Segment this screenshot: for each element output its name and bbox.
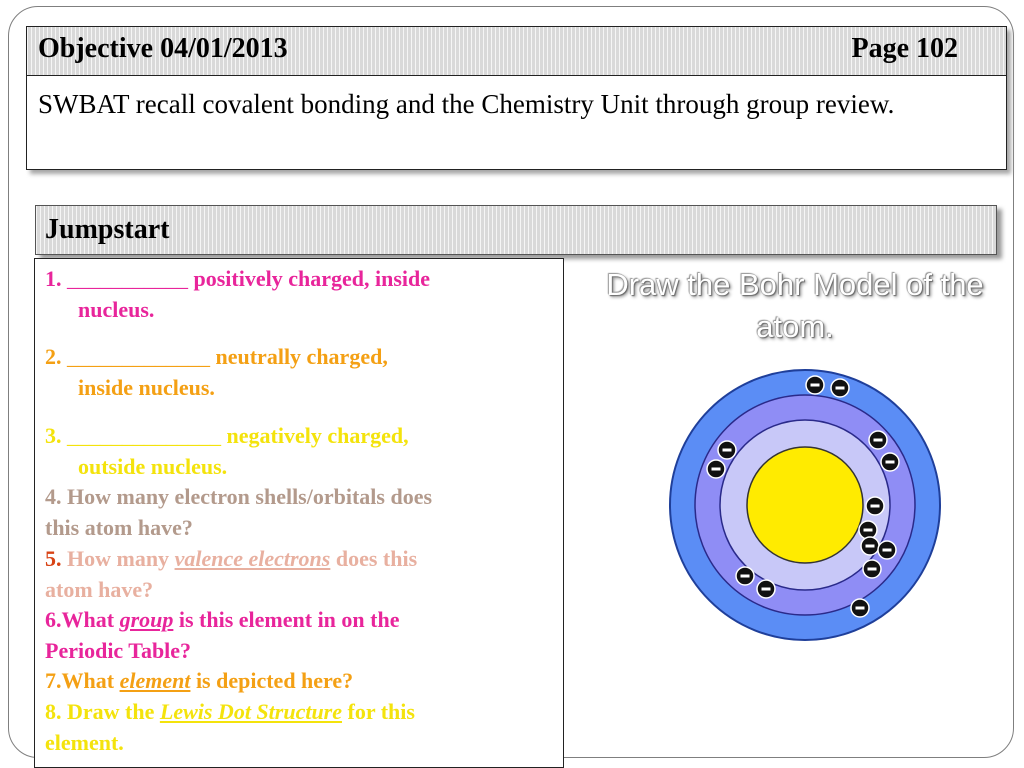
question-text-cont: this atom have? — [45, 515, 193, 540]
objective-text: SWBAT recall covalent bonding and the Chemistry Unit through group review. — [26, 76, 1007, 170]
question-1 — [45, 263, 557, 325]
objective-title: Objective 04/01/2013 — [38, 33, 288, 64]
page-number: Page 102 — [851, 33, 958, 64]
question-text-cont: inside nucleus. — [78, 375, 215, 400]
answer-blank: ___________ — [67, 266, 188, 291]
question-8 — [45, 696, 557, 758]
question-text: What — [61, 607, 115, 632]
emphasis-term: Lewis Dot Structure — [159, 699, 343, 724]
question-text: does this — [335, 546, 418, 571]
question-text: How many electron shells/orbitals does — [67, 484, 433, 509]
question-number: 8. — [45, 699, 62, 724]
electron-icon — [831, 379, 849, 397]
electron-icon — [859, 521, 877, 539]
electron-icon — [806, 376, 824, 394]
question-7 — [45, 665, 557, 696]
jumpstart-title: Jumpstart — [45, 214, 170, 245]
electron-icon — [851, 599, 869, 617]
question-list — [34, 258, 564, 768]
nucleus — [747, 447, 863, 563]
electron-icon — [863, 560, 881, 578]
question-text: neutrally charged, — [215, 344, 388, 369]
answer-blank: ______________ — [67, 423, 221, 448]
electron-icon — [718, 441, 736, 459]
electron-icon — [707, 460, 725, 478]
question-text-cont: Periodic Table? — [45, 638, 192, 663]
question-number: 5. — [45, 546, 62, 571]
emphasis-term: valence electrons — [174, 546, 331, 571]
question-number: 3. — [45, 423, 62, 448]
question-text: is depicted here? — [195, 668, 354, 693]
question-5 — [45, 543, 557, 605]
question-text: positively charged, inside — [193, 266, 431, 291]
electron-icon — [881, 453, 899, 471]
question-3 — [45, 420, 557, 482]
bohr-model-diagram — [668, 368, 942, 642]
question-number: 6. — [45, 607, 62, 632]
question-text-cont: atom have? — [45, 577, 154, 602]
question-text: Draw the — [67, 699, 155, 724]
question-4 — [45, 481, 557, 543]
electron-icon — [861, 537, 879, 555]
emphasis-term: element — [119, 668, 191, 693]
question-text-cont: element. — [45, 730, 124, 755]
electron-icon — [736, 567, 754, 585]
question-number: 4. — [45, 484, 62, 509]
electron-icon — [869, 431, 887, 449]
question-text-cont: nucleus. — [78, 297, 155, 322]
answer-blank: _____________ — [67, 344, 210, 369]
question-text: for this — [347, 699, 415, 724]
question-text: negatively charged, — [226, 423, 409, 448]
question-6 — [45, 604, 557, 666]
question-number: 1. — [45, 266, 62, 291]
question-number: 7. — [45, 668, 62, 693]
jumpstart-header — [35, 205, 997, 255]
question-text: What — [61, 668, 115, 693]
emphasis-term: group — [119, 607, 174, 632]
question-text: is this element in on the — [178, 607, 400, 632]
electron-icon — [866, 497, 884, 515]
electron-icon — [878, 541, 896, 559]
question-2 — [45, 341, 557, 403]
objective-header — [26, 26, 1007, 76]
question-text: How many — [67, 546, 170, 571]
question-number: 2. — [45, 344, 62, 369]
bohr-model-title: Draw the Bohr Model of the atom. — [606, 267, 984, 344]
question-text-cont: outside nucleus. — [78, 454, 228, 479]
electron-icon — [757, 580, 775, 598]
